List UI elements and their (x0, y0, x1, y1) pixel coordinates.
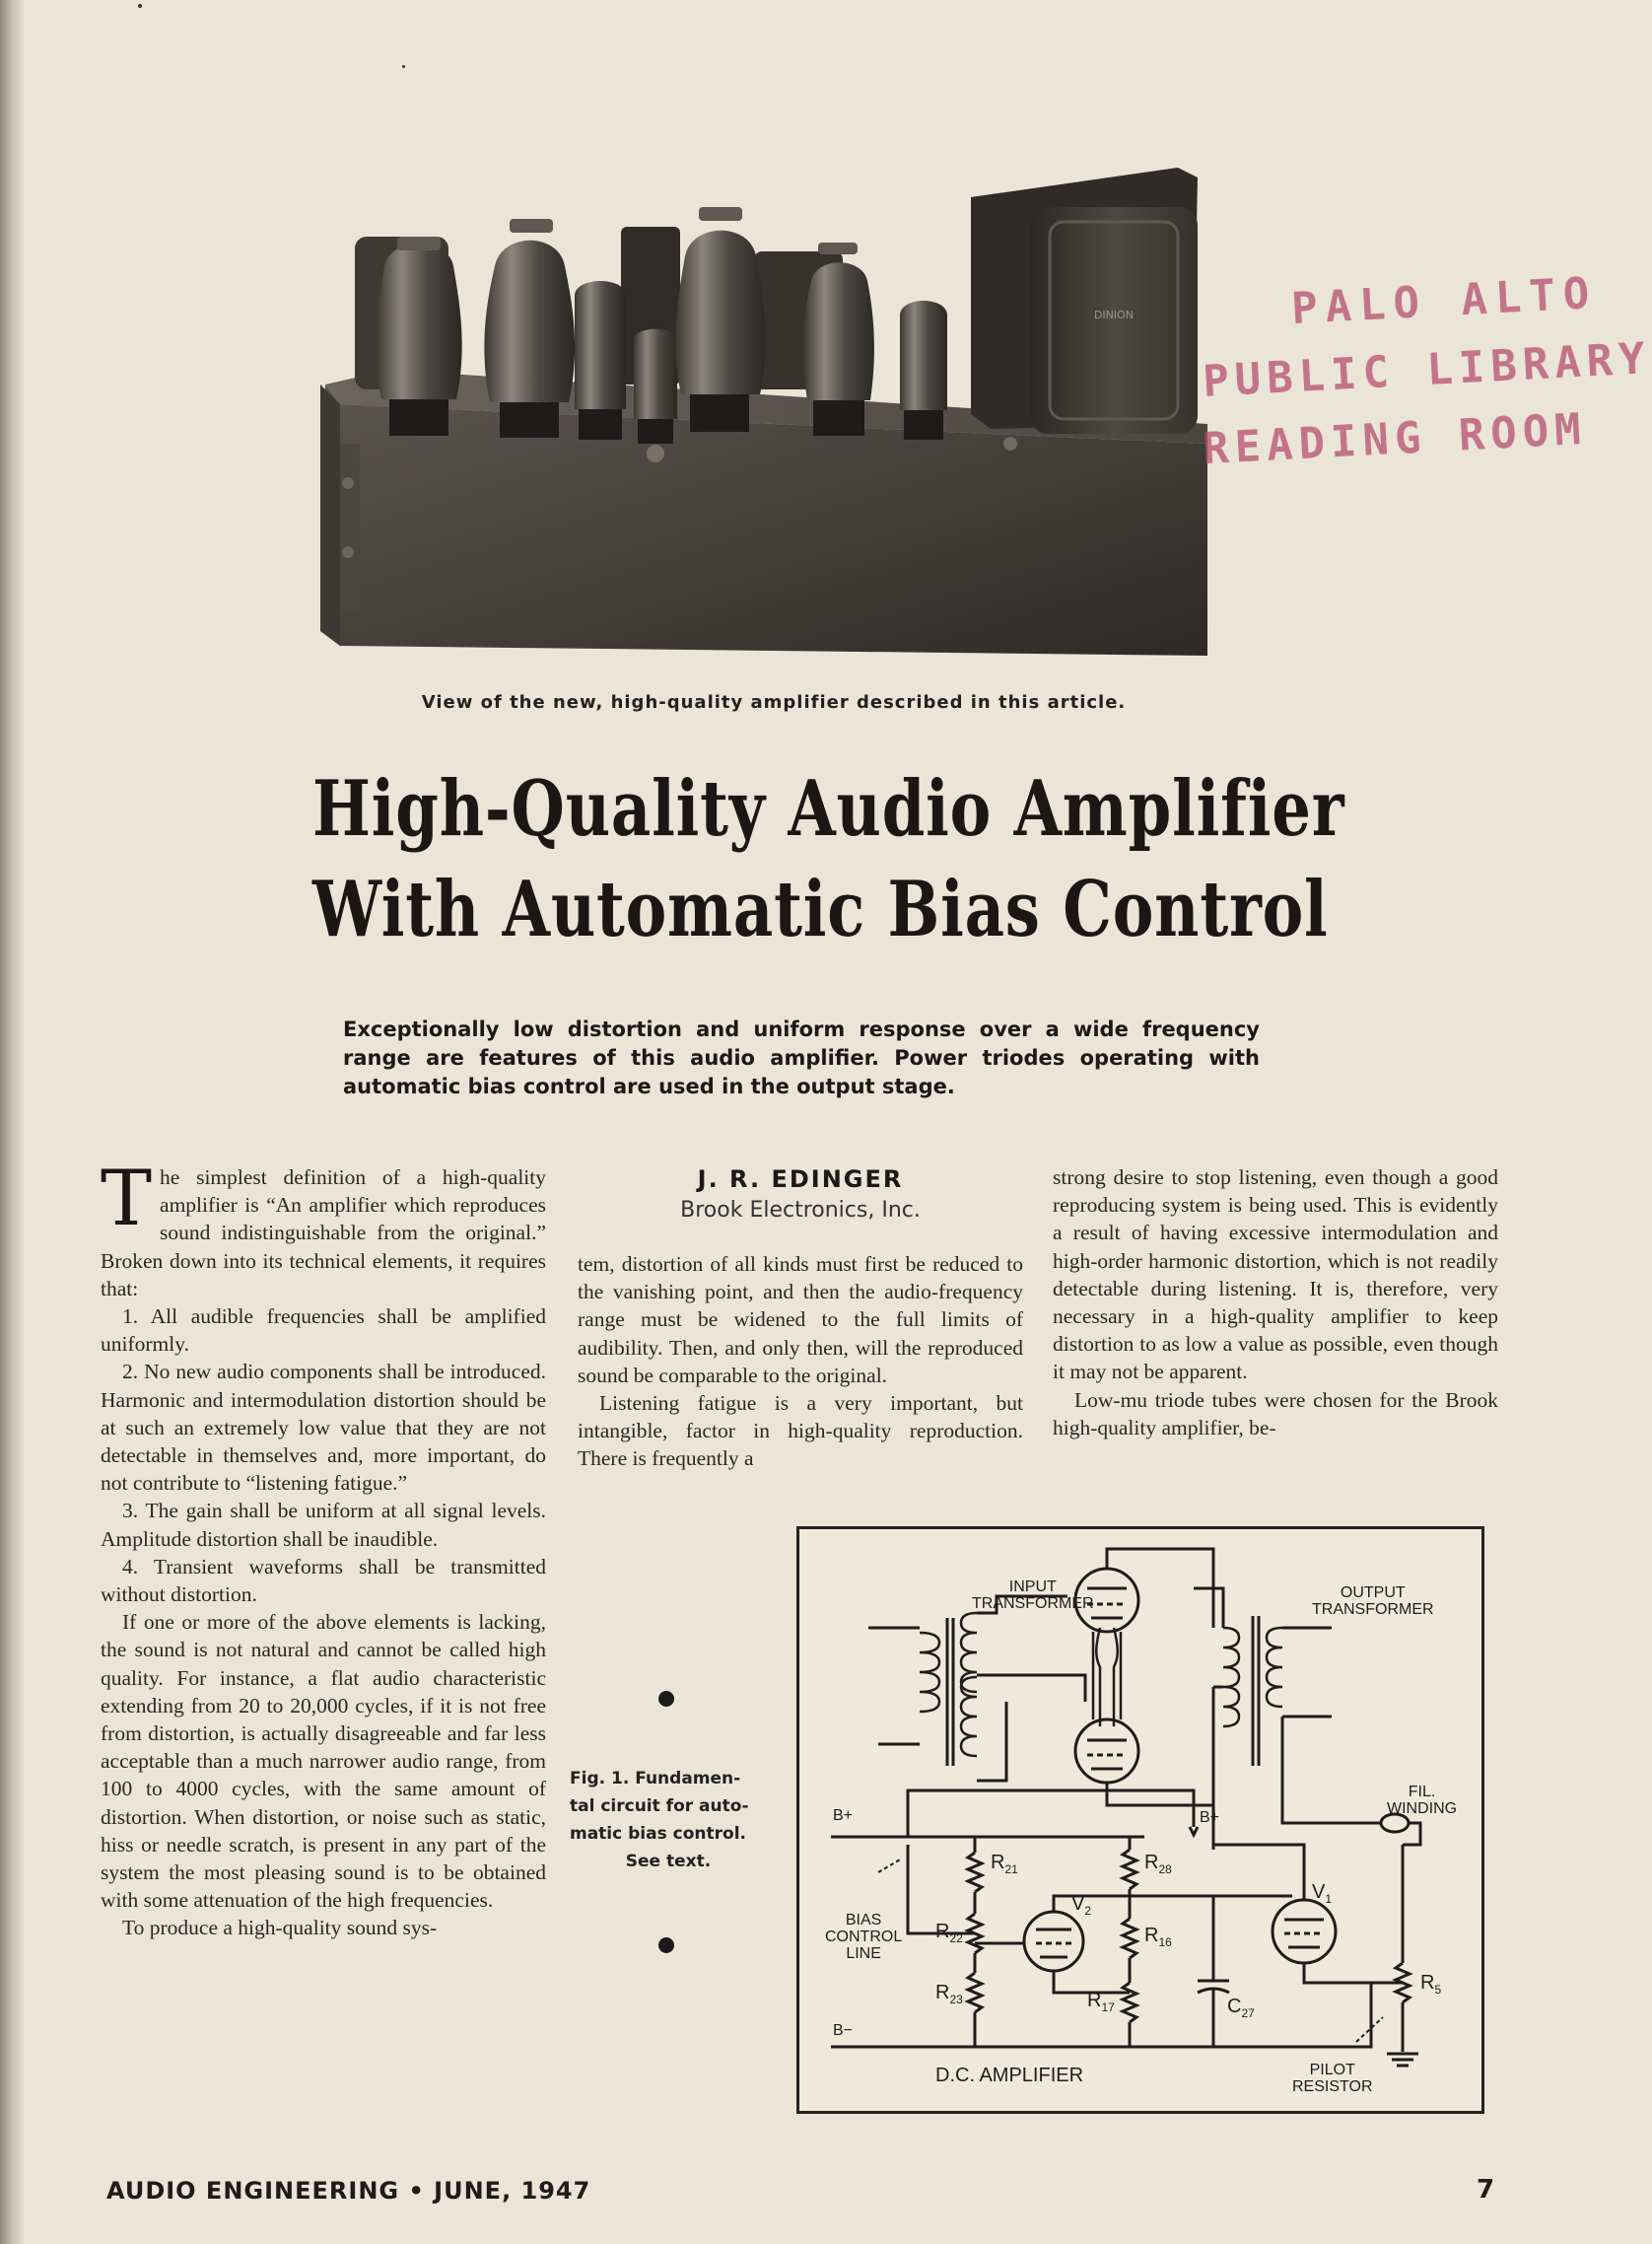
label-c27: $C_{27}$ (1227, 1996, 1255, 2020)
label-r22: $R_{22}$ (935, 1921, 963, 1945)
binder-hole-dot (658, 1691, 674, 1707)
paragraph: 1. All audible frequencies shall be amplified uniformly. (101, 1304, 546, 1357)
article-title (312, 759, 1345, 960)
label-r17: $R_{17}$ (1087, 1990, 1115, 2014)
paragraph: Listening fatigue is a very important, but intangible, factor in high-quality reproduction. There is frequently a (578, 1391, 1023, 1471)
paragraph: strong desire to stop listening, even though a good reproducing system is being used. This is evidently a result of having excessive intermodulation and high-order harmonic distortion, which is not readily detectable during listening. It is, therefore, very necessary in a high-quality amplifier to keep distortion to as low a value as possible, even though it may not be apparent. (1053, 1165, 1498, 1384)
figure-caption (570, 1765, 767, 1875)
caption-line: matic bias control. (570, 1824, 746, 1844)
label-r21: $R_{21}$ (991, 1852, 1018, 1876)
stamp-line-2: PUBLIC LIBRARY (1201, 333, 1652, 407)
column-3 (1053, 1163, 1498, 1441)
binder-hole-dot (658, 1937, 674, 1953)
paragraph: he simplest definition of a high-quality amplifier is “An amplifier which reproduces sound indistinguishable from the original.” Broken down into its technical elements, it requires that: (101, 1165, 546, 1300)
author-block (578, 1163, 1023, 1227)
paragraph: tem, distortion of all kinds must first be reduced to the vanishing point, and then the audio-frequency range must be widened to the full limits of audibility. Then, and only then, will the reproduced sound be comparable to the original. (578, 1252, 1023, 1387)
paragraph: 4. Transient waveforms shall be transmitted without distortion. (101, 1554, 546, 1607)
stamp-line-1: PALO ALTO (1289, 267, 1599, 335)
amplifier-photo (320, 158, 1227, 690)
paper-speck (402, 65, 405, 68)
drop-cap: T (101, 1155, 153, 1243)
title-line-2: With Automatic Bias Control (312, 865, 1329, 954)
label-r28: $R_{28}$ (1144, 1852, 1172, 1876)
article-deck: Exceptionally low distortion and uniform response over a wide frequency range are features of this audio amplifier. Power triodes operating with automatic bias control are used in the output stage. (343, 1017, 1260, 1098)
caption-line: Fig. 1. Fundamen- (570, 1769, 741, 1788)
label-dc-amplifier: D.C. AMPLIFIER (935, 2065, 1084, 2086)
label-input-transformer: INPUT TRANSFORMER (972, 1578, 1094, 1612)
caption-line: See text. (625, 1852, 712, 1871)
label-v1: $V_1$ (1312, 1881, 1333, 1906)
page-number: 7 (1477, 2175, 1495, 2205)
label-b-plus-output: B+ (1200, 1809, 1220, 1826)
author-affiliation: Brook Electronics, Inc. (680, 1198, 921, 1223)
circuit-schematic (796, 1526, 1484, 2114)
transformer-brand: DINION (1093, 309, 1135, 321)
photo-caption: View of the new, high-quality amplifier described in this article. (421, 692, 1127, 713)
label-b-minus: B− (833, 2022, 854, 2039)
caption-line: tal circuit for auto- (570, 1796, 749, 1816)
label-r23: $R_{23}$ (935, 1982, 963, 2006)
stamp-line-3: READING ROOM (1201, 403, 1588, 475)
page-gutter-shadow (0, 0, 26, 2244)
label-r16: $R_{16}$ (1144, 1925, 1172, 1949)
author-name: J. R. EDINGER (697, 1165, 904, 1193)
title-line-1: High-Quality Audio Amplifier (312, 764, 1345, 854)
paragraph: Low-mu triode tubes were chosen for the Brook high-quality amplifier, be- (1053, 1387, 1498, 1439)
paragraph: If one or more of the above elements is lacking, the sound is not natural and cannot be called high quality. For instance, a flat audio characteristic extending from 20 to 20,000 cycles, if it is not free from distortion, is actually disagreeable and far less acceptable than a much narrower audio range, from 100 to 4000 cycles, with the same amount of distortion. When distortion, or noise such as static, hiss or needle scratch, is present in any part of the system the most pleasing sound is to be obtained with some attenuation of the high frequencies. (101, 1610, 546, 1913)
label-bias-control-line: BIAS CONTROL LINE (825, 1912, 903, 1962)
label-pilot-resistor: PILOT RESISTOR (1292, 2062, 1373, 2095)
library-stamp (1201, 266, 1652, 503)
label-output-transformer: OUTPUT TRANSFORMER (1312, 1584, 1434, 1618)
paragraph: 2. No new audio components shall be introduced. Harmonic and intermodulation distortion should be at such an extremely low value that they are not detectable in themselves and, more important, do not contribute to “listening fatigue.” (101, 1360, 546, 1496)
magazine-footer: AUDIO ENGINEERING • JUNE, 1947 (106, 2177, 591, 2205)
label-r5: $R_5$ (1420, 1972, 1442, 1997)
paragraph: 3. The gain shall be uniform at all signal levels. Amplitude distortion shall be inaudible. (101, 1499, 546, 1551)
paper-speck (138, 4, 142, 8)
label-b-plus: B+ (833, 1807, 854, 1824)
label-v2: $V_2$ (1071, 1893, 1092, 1918)
paragraph: To produce a high-quality sound sys- (122, 1916, 438, 1940)
column-2 (578, 1250, 1023, 1473)
label-fil-winding: FIL. WINDING (1387, 1784, 1458, 1817)
column-1 (101, 1155, 546, 1942)
